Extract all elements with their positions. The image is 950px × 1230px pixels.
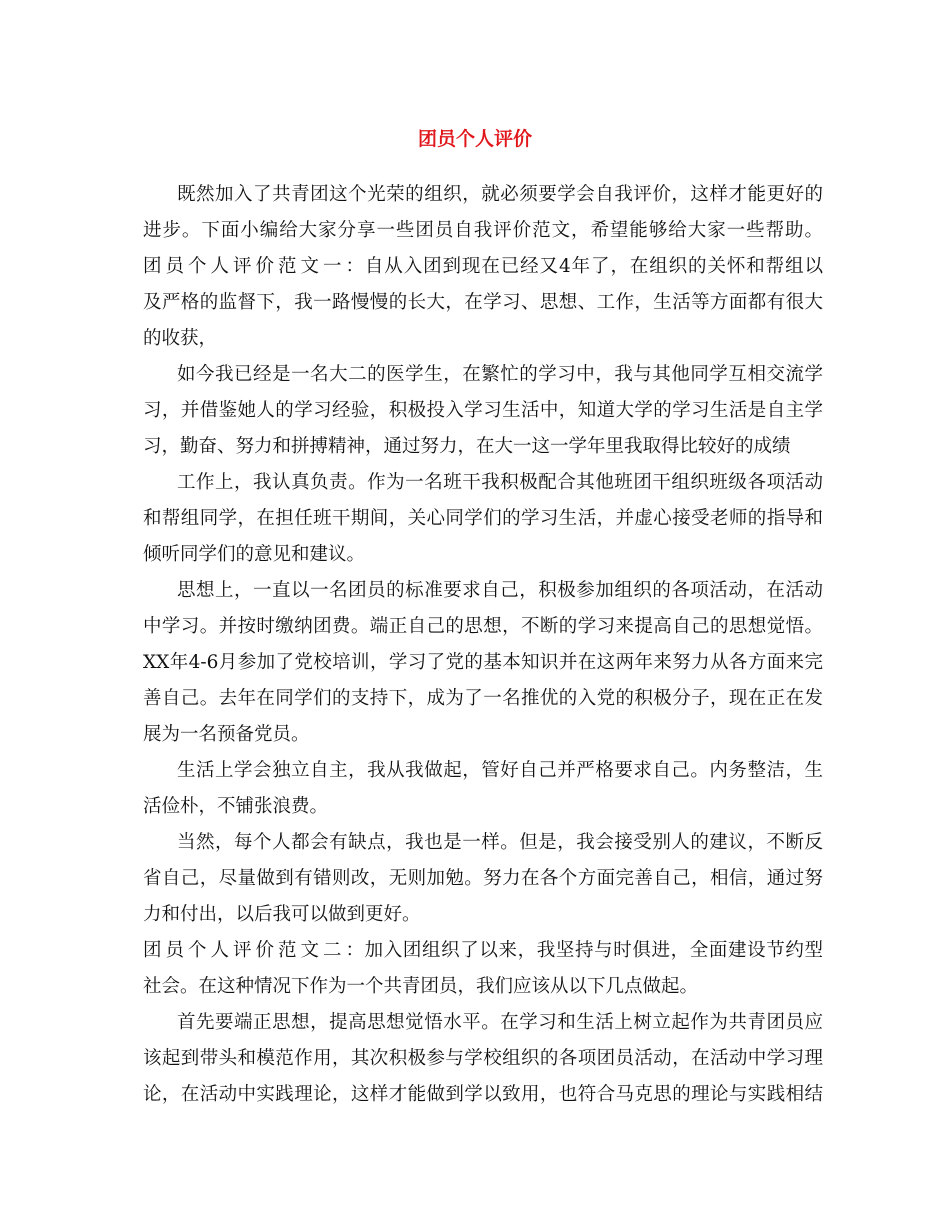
paragraph-line: 进步。下面小编给大家分享一些团员自我评价范文，希望能够给大家一些帮助。 [143,220,823,241]
paragraph-line: 社会。在这种情况下作为一个共青团员，我们应该从以下几点做起。 [143,976,699,997]
paragraph-line: 既然加入了共青团这个光荣的组织，就必须要学会自我评价，这样才能更好的 [177,184,823,205]
paragraph-line: 省自己，尽量做到有错则改，无则加勉。努力在各个方面完善自己，相信，通过努 [143,868,823,889]
paragraph-line: 首先要端正思想，提高思想觉悟水平。在学习和生活上树立起作为共青团员应 [177,1012,823,1033]
paragraph-line: 及严格的监督下，我一路慢慢的长大，在学习、思想、工作，生活等方面都有很大 [143,292,823,313]
section-heading-line [143,933,823,969]
section-heading-line [143,249,823,285]
paragraph-line: 如今我已经是一名大二的医学生，在繁忙的学习中，我与其他同学互相交流学 [177,364,823,385]
paragraph-line: 思想上，一直以一名团员的标准要求自己，积极参加组织的各项活动，在活动 [177,580,823,601]
paragraph-line: 活俭朴，不铺张浪费。 [143,796,329,817]
paragraph-line: 工作上，我认真负责。作为一名班干我积极配合其他班团干组织班级各项活动 [177,472,823,493]
paragraph-line: 当然，每个人都会有缺点，我也是一样。但是，我会接受别人的建议，不断反 [177,832,823,853]
paragraph-line: 习，并借鉴她人的学习经验，积极投入学习生活中，知道大学的学习生活是自主学 [143,400,823,421]
document-title: 团员个人评价 [417,128,532,150]
paragraph-text: 自从入团到现在已经又4年了，在组织的关怀和帮组以 [364,256,823,277]
paragraph-line: 善自己。去年在同学们的支持下，成为了一名推优的入党的积极分子，现在正在发 [143,688,823,709]
paragraph-text: 加入团组织了以来，我坚持与时俱进，全面建设节约型 [364,940,823,961]
paragraph-line: 习，勤奋、努力和拼搏精神，通过努力，在大一这一学年里我取得比较好的成绩 [143,436,791,457]
paragraph-line: XX年4-6月参加了党校培训，学习了党的基本知识并在这两年来努力从各方面来完 [143,652,823,673]
paragraph-line: 展为一名预备党员。 [143,724,310,745]
paragraph-line: 的收获， [143,328,218,349]
paragraph-line: 中学习。并按时缴纳团费。端正自己的思想，不断的学习来提高自己的思想觉悟。 [143,616,823,637]
paragraph-line: 生活上学会独立自主，我从我做起，管好自己并严格要求自己。内务整洁，生 [177,760,823,781]
paragraph-line: 该起到带头和模范作用，其次积极参与学校组织的各项团员活动，在活动中学习理 [143,1048,823,1069]
paragraph-line: 倾听同学们的意见和建议。 [143,544,366,565]
section-heading: 团员个人评价范文一： [143,256,364,277]
paragraph-line: 力和付出，以后我可以做到更好。 [143,904,421,925]
paragraph-line: 论，在活动中实践理论，这样才能做到学以致用，也符合马克思的理论与实践相结 [143,1084,823,1105]
section-heading: 团员个人评价范文二： [143,940,364,961]
paragraph-line: 和帮组同学，在担任班干期间，关心同学们的学习生活，并虚心接受老师的指导和 [143,508,823,529]
